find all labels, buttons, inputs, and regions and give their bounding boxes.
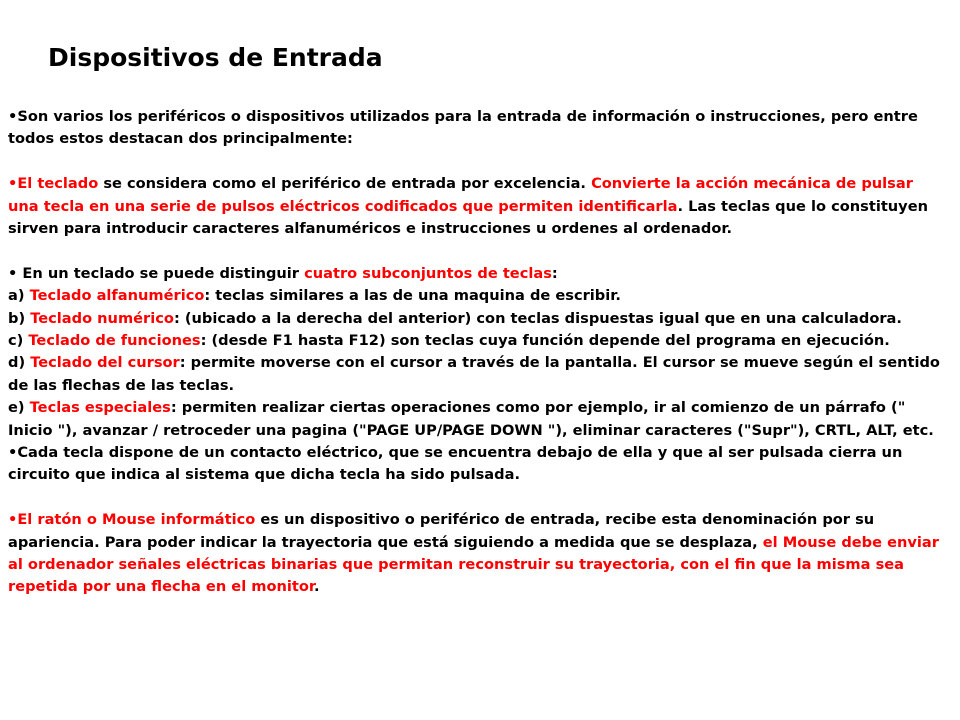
mouse-text-2: . bbox=[314, 578, 320, 596]
subset-name: Teclado del cursor bbox=[30, 354, 180, 372]
spacer bbox=[8, 487, 948, 509]
subsets-highlight: cuatro subconjuntos de teclas bbox=[304, 264, 552, 282]
contact-paragraph bbox=[8, 442, 948, 487]
subset-desc: : (ubicado a la derecha del anterior) con teclas dispuestas igual que en una calculadora. bbox=[173, 309, 902, 327]
mouse-text-1: es un dispositivo o periférico de entrada, recibe esta denominación por su apariencia. Para poder indicar la trayectoria que está siguiendo a medida que se desplaza, bbox=[8, 511, 875, 551]
subset-prefix: b) bbox=[8, 309, 31, 327]
slide-title: Dispositivos de Entrada bbox=[48, 43, 383, 72]
slide-body bbox=[8, 106, 948, 599]
bullet-icon: • bbox=[8, 444, 18, 462]
subset-item-d bbox=[8, 352, 948, 397]
subset-prefix: e) bbox=[8, 399, 30, 417]
subset-item-b bbox=[8, 308, 948, 330]
subset-desc: : (desde F1 hasta F12) son teclas cuya función depende del programa en ejecución. bbox=[200, 332, 890, 350]
subset-name: Teclas especiales bbox=[29, 399, 171, 417]
mouse-paragraph bbox=[8, 509, 948, 599]
spacer bbox=[8, 151, 948, 173]
subset-desc: : teclas similares a las de una maquina de escribir. bbox=[204, 287, 621, 305]
subset-prefix: d) bbox=[8, 354, 31, 372]
intro-paragraph bbox=[8, 106, 948, 151]
subset-prefix: c) bbox=[8, 332, 29, 350]
keyboard-text-1: se considera como el periférico de entrada por excelencia. bbox=[98, 175, 592, 193]
keyboard-text-2: . Las teclas que lo constituyen sirven para introducir caracteres alfanuméricos e instrucciones u ordenes al ordenador. bbox=[8, 197, 928, 238]
mouse-term: El ratón o Mouse informático bbox=[17, 511, 256, 529]
subset-prefix: a) bbox=[8, 287, 30, 305]
keyboard-paragraph bbox=[8, 173, 948, 240]
intro-text: Son varios los periféricos o dispositivos utilizados para la entrada de información o instrucciones, pero entre todos estos destacan dos principalmente: bbox=[8, 108, 918, 148]
subset-item-c bbox=[8, 330, 948, 352]
bullet-icon: • bbox=[8, 511, 18, 529]
spacer bbox=[8, 240, 948, 262]
bullet-icon: • bbox=[8, 264, 18, 282]
mouse-highlight: el Mouse debe enviar al ordenador señales eléctricas binarias que permitan reconstruir su trayectoria, con el fin que la misma sea repetida por una flecha en el monitor bbox=[8, 533, 939, 596]
subsets-text-2: : bbox=[551, 264, 558, 282]
subset-item-e bbox=[8, 397, 948, 442]
keyboard-highlight: Convierte la acción mecánica de pulsar una tecla en una serie de pulsos eléctricos codificados que permiten identificarla bbox=[8, 175, 913, 215]
contact-text: Cada tecla dispone de un contacto eléctrico, que se encuentra debajo de ella y que al ser pulsada cierra un circuito que indica al sistema que dicha tecla ha sido pulsada. bbox=[8, 444, 903, 484]
keyboard-term: El teclado bbox=[17, 175, 99, 193]
bullet-icon: • bbox=[8, 108, 18, 125]
subsets-text-1: En un teclado se puede distinguir bbox=[17, 264, 305, 282]
subsets-intro bbox=[8, 263, 948, 285]
subset-item-a bbox=[8, 285, 948, 307]
subset-name: Teclado de funciones bbox=[28, 332, 201, 350]
subset-desc: : permite moverse con el cursor a través de la pantalla. El cursor se mueve según el sentido de las flechas de las teclas. bbox=[8, 354, 940, 394]
subset-name: Teclado alfanumérico bbox=[29, 287, 205, 305]
bullet-icon: • bbox=[8, 175, 18, 193]
subset-desc: : permiten realizar ciertas operaciones como por ejemplo, ir al comienzo de un párrafo (" Inicio "), avanzar / retroceder una pagina ("PAGE UP/PAGE DOWN "), eliminar caracteres ("Supr"), CRTL, ALT, etc. bbox=[8, 399, 934, 439]
subset-name: Teclado numérico bbox=[30, 309, 174, 327]
